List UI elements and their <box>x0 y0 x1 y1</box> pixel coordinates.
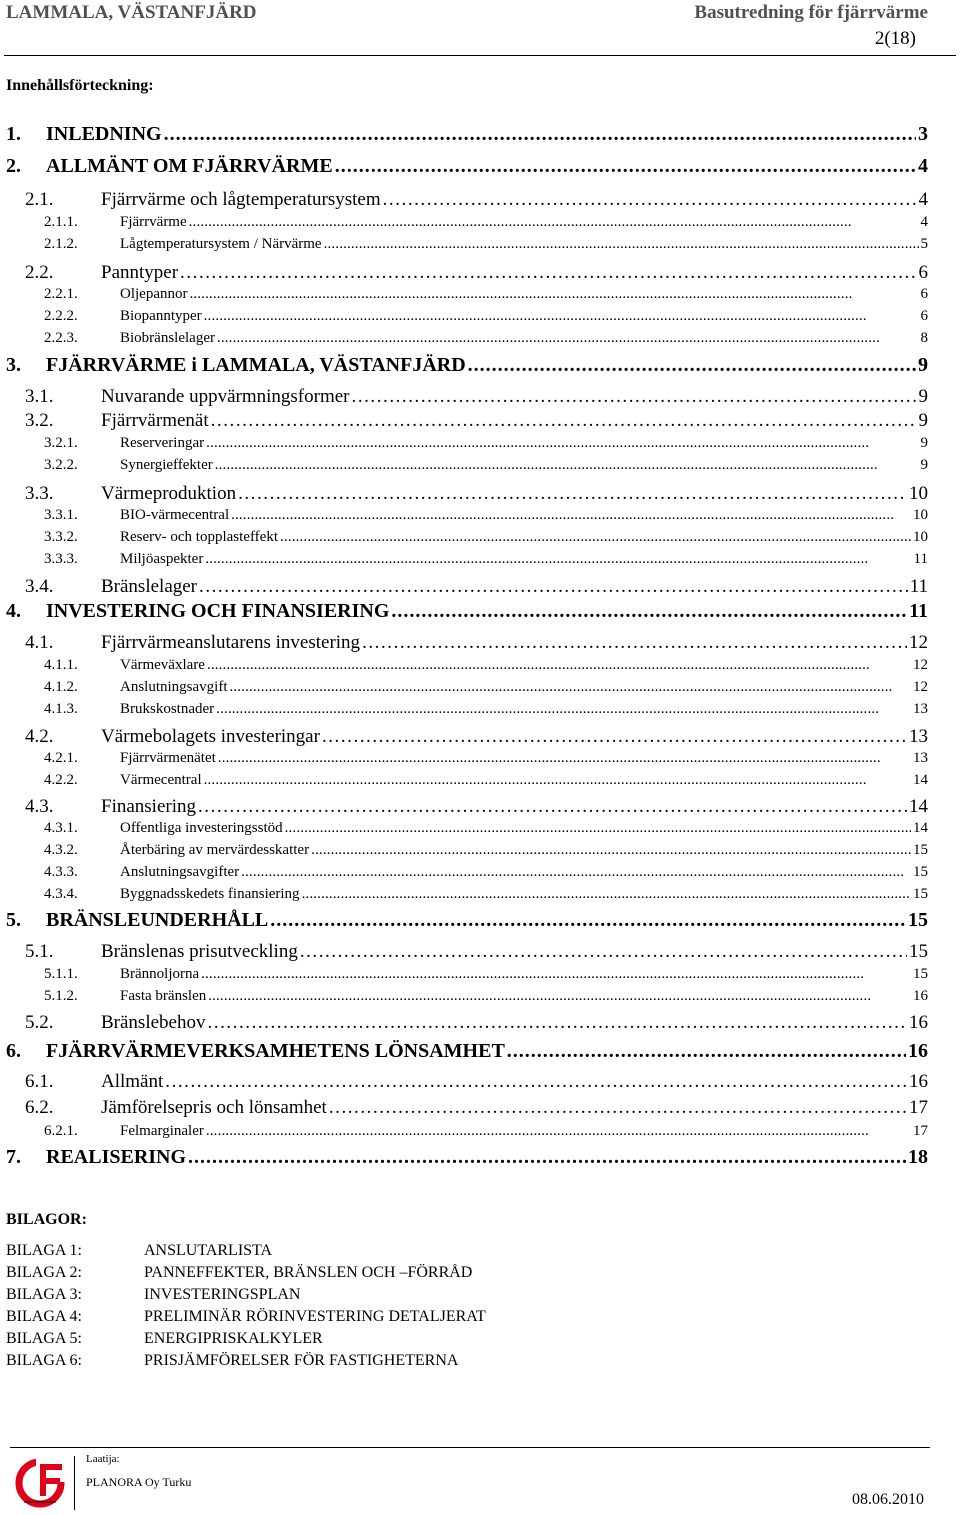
toc-dot-leader <box>189 214 919 231</box>
bilaga-value: ENERGIPRISKALKYLER <box>144 1330 323 1347</box>
toc-dot-leader <box>241 864 911 881</box>
bilaga-key: BILAGA 6: <box>6 1352 82 1369</box>
footer-divider <box>10 1447 930 1448</box>
bilaga-value: PRELIMINÄR RÖRINVESTERING DETALJERAT <box>144 1308 486 1325</box>
toc-entry-label: Brukskostnader <box>120 701 215 717</box>
toc-entry-body <box>120 308 928 325</box>
toc-dot-leader <box>164 123 916 146</box>
toc-entry-number: 4.2.1. <box>44 750 78 766</box>
toc-entry-body <box>120 457 928 474</box>
toc-dot-leader <box>507 1040 906 1063</box>
toc-entry-number: 6.1. <box>25 1071 54 1092</box>
toc-entry-body <box>120 551 928 568</box>
toc-entry-label: Värmebolagets investeringar <box>101 726 320 747</box>
bilaga-value: INVESTERINGSPLAN <box>144 1286 301 1303</box>
toc-entry-body <box>120 286 928 303</box>
toc-entry-label: Anslutningsavgifter <box>120 864 240 880</box>
toc-dot-leader <box>335 155 916 178</box>
toc-dot-leader <box>198 796 907 818</box>
toc-dot-leader <box>199 576 908 598</box>
toc-dot-leader <box>188 1146 906 1169</box>
toc-dot-leader <box>207 657 911 674</box>
toc-heading: Innehållsförteckning: <box>6 77 154 94</box>
bilagor-heading: BILAGOR: <box>6 1211 87 1228</box>
toc-entry-page: 15 <box>913 842 928 858</box>
toc-entry-label: Finansiering <box>101 796 196 817</box>
toc-entry-label: Byggnadsskedets finansiering <box>120 886 300 902</box>
toc-entry-number: 3.2. <box>25 410 54 431</box>
toc-entry-body <box>120 1123 928 1140</box>
toc-entry-body <box>120 330 928 347</box>
toc-entry-label: Fjärrvärme och lågtemperatursystem <box>101 189 381 210</box>
toc-dot-leader <box>165 1071 907 1093</box>
toc-dot-leader <box>322 726 907 748</box>
toc-entry-page: 6 <box>920 308 928 324</box>
toc-dot-leader <box>216 701 911 718</box>
toc-entry-page: 11 <box>913 551 928 567</box>
toc-entry-page: 9 <box>920 435 928 451</box>
toc-entry-number: 3.3. <box>25 483 54 504</box>
toc-entry-number: 5.1.1. <box>44 966 78 982</box>
toc-entry-page: 4 <box>918 189 928 210</box>
toc-entry-body <box>120 886 928 903</box>
toc-entry-body <box>46 1040 928 1063</box>
toc-entry-number: 2.2. <box>25 262 54 283</box>
bilaga-key: BILAGA 3: <box>6 1286 82 1303</box>
bilaga-key: BILAGA 4: <box>6 1308 82 1325</box>
toc-entry-page: 13 <box>913 701 928 717</box>
toc-entry-page: 6 <box>920 286 928 302</box>
toc-entry-number: 1. <box>6 123 21 145</box>
toc-entry-number: 5.1.2. <box>44 988 78 1004</box>
toc-dot-leader <box>204 308 919 325</box>
toc-entry-number: 5. <box>6 909 21 931</box>
toc-entry-body <box>120 966 928 983</box>
toc-entry-page: 4 <box>920 214 928 230</box>
toc-dot-leader <box>383 189 917 211</box>
toc-entry-label: Fjärrvärme <box>120 214 187 230</box>
toc-dot-leader <box>324 236 919 253</box>
toc-dot-leader <box>201 966 911 983</box>
footer-date: 08.06.2010 <box>852 1491 924 1508</box>
toc-entry-page: 10 <box>913 529 928 545</box>
toc-dot-leader <box>230 679 912 696</box>
toc-entry-body <box>101 632 928 654</box>
planora-logo-icon <box>10 1456 70 1510</box>
toc-entry-page: 10 <box>909 483 928 504</box>
toc-entry-label: BRÄNSLEUNDERHÅLL <box>46 909 269 931</box>
toc-entry-number: 4.1.3. <box>44 701 78 717</box>
toc-entry-body <box>120 820 928 837</box>
toc-entry-label: Värmeväxlare <box>120 657 205 673</box>
toc-entry-body <box>120 657 928 674</box>
bilaga-value: PANNEFFEKTER, BRÄNSLEN OCH –FÖRRÅD <box>144 1264 473 1281</box>
toc-entry-label: Biobränslelager <box>120 330 215 346</box>
toc-entry-body <box>120 679 928 696</box>
toc-dot-leader <box>189 286 918 303</box>
toc-entry-page: 10 <box>913 507 928 523</box>
toc-entry-label: Jämförelsepris och lönsamhet <box>101 1097 327 1118</box>
toc-entry-label: Nuvarande uppvärmningsformer <box>101 386 350 407</box>
toc-entry-body <box>46 354 928 377</box>
toc-entry-number: 4.3.3. <box>44 864 78 880</box>
toc-entry-page: 13 <box>913 750 928 766</box>
toc-entry-body <box>46 909 928 932</box>
toc-entry-number: 7. <box>6 1146 21 1168</box>
toc-entry-label: Fjärrvärmenätet <box>120 750 216 766</box>
toc-entry-number: 4.1.1. <box>44 657 78 673</box>
toc-dot-leader <box>302 886 911 903</box>
toc-entry-number: 3.3.3. <box>44 551 78 567</box>
toc-entry-page: 9 <box>920 457 928 473</box>
toc-dot-leader <box>218 750 911 767</box>
toc-entry-number: 6.2.1. <box>44 1123 78 1139</box>
toc-entry-page: 6 <box>918 262 928 283</box>
toc-dot-leader <box>217 330 919 347</box>
toc-entry-body <box>46 1146 928 1169</box>
toc-entry-label: Fasta bränslen <box>120 988 207 1004</box>
toc-entry-body <box>101 410 928 432</box>
toc-entry-page: 16 <box>909 1012 928 1033</box>
toc-entry-body <box>46 600 928 623</box>
toc-entry-body <box>46 123 928 146</box>
toc-entry-page: 12 <box>913 657 928 673</box>
toc-entry-number: 4.3. <box>25 796 54 817</box>
toc-entry-page: 11 <box>909 600 928 622</box>
toc-dot-leader <box>211 410 917 432</box>
toc-entry-page: 11 <box>909 576 928 597</box>
toc-entry-page: 3 <box>918 123 928 145</box>
toc-entry-page: 13 <box>909 726 928 747</box>
toc-entry-body <box>120 507 928 524</box>
toc-entry-number: 2.1.2. <box>44 236 78 252</box>
toc-entry-page: 5 <box>920 236 928 252</box>
toc-entry-page: 15 <box>913 886 928 902</box>
toc-entry-label: Lågtemperatursystem / Närvärme <box>120 236 322 252</box>
header-left-title: LAMMALA, VÄSTANFJÄRD <box>6 2 257 23</box>
toc-entry-page: 17 <box>913 1123 928 1139</box>
toc-entry-page: 16 <box>909 1071 928 1092</box>
toc-dot-leader <box>329 1097 907 1119</box>
toc-dot-leader <box>238 483 907 505</box>
toc-entry-number: 3.3.1. <box>44 507 78 523</box>
toc-entry-label: Bränslenas prisutveckling <box>101 941 298 962</box>
bilaga-key: BILAGA 2: <box>6 1264 82 1281</box>
toc-entry-page: 15 <box>913 966 928 982</box>
toc-entry-body <box>101 576 928 598</box>
toc-entry-label: Panntyper <box>101 262 179 283</box>
toc-entry-body <box>120 772 928 789</box>
toc-entry-label: Synergieffekter <box>120 457 213 473</box>
toc-entry-number: 2.1.1. <box>44 214 78 230</box>
bilaga-value: PRISJÄMFÖRELSER FÖR FASTIGHETERNA <box>144 1352 459 1369</box>
toc-entry-page: 18 <box>908 1146 928 1168</box>
toc-entry-page: 16 <box>908 1040 928 1062</box>
toc-entry-number: 3. <box>6 354 21 376</box>
toc-entry-label: REALISERING <box>46 1146 187 1168</box>
toc-entry-page: 9 <box>918 354 928 376</box>
toc-entry-body <box>101 1097 928 1119</box>
toc-entry-label: Allmänt <box>101 1071 164 1092</box>
toc-entry-label: Värmeproduktion <box>101 483 237 504</box>
toc-entry-label: FJÄRRVÄRMEVERKSAMHETENS LÖNSAMHET <box>46 1040 505 1062</box>
header-divider <box>4 55 956 56</box>
toc-dot-leader <box>300 941 907 963</box>
toc-entry-body <box>101 1071 928 1093</box>
toc-dot-leader <box>208 988 911 1005</box>
toc-entry-label: Fjärrvärmenät <box>101 410 209 431</box>
toc-dot-leader <box>205 551 911 568</box>
toc-entry-page: 14 <box>913 820 928 836</box>
toc-entry-number: 3.1. <box>25 386 54 407</box>
toc-entry-number: 5.2. <box>25 1012 54 1033</box>
bilaga-key: BILAGA 1: <box>6 1242 82 1259</box>
toc-dot-leader <box>270 909 906 932</box>
toc-entry-number: 2.2.3. <box>44 330 78 346</box>
toc-entry-label: Oljepannor <box>120 286 188 302</box>
toc-entry-body <box>120 236 928 253</box>
toc-entry-number: 4.2. <box>25 726 54 747</box>
toc-entry-label: FJÄRRVÄRME i LAMMALA, VÄSTANFJÄRD <box>46 354 466 376</box>
toc-entry-body <box>46 155 928 178</box>
toc-entry-label: Anslutningsavgift <box>120 679 228 695</box>
toc-entry-number: 4.1.2. <box>44 679 78 695</box>
toc-entry-page: 9 <box>918 386 928 407</box>
toc-entry-number: 4.2.2. <box>44 772 78 788</box>
toc-dot-leader <box>231 507 911 524</box>
footer-company: PLANORA Oy Turku <box>86 1475 192 1489</box>
toc-entry-label: Bränslebehov <box>101 1012 206 1033</box>
toc-entry-page: 8 <box>920 330 928 346</box>
toc-entry-label: Reserveringar <box>120 435 205 451</box>
toc-entry-page: 15 <box>909 941 928 962</box>
bilaga-key: BILAGA 5: <box>6 1330 82 1347</box>
toc-entry-label: Fjärrvärmeanslutarens investering <box>101 632 361 653</box>
toc-entry-page: 17 <box>909 1097 928 1118</box>
toc-entry-body <box>101 1012 928 1034</box>
toc-dot-leader <box>391 600 907 623</box>
toc-entry-number: 3.4. <box>25 576 54 597</box>
header-right-title: Basutredning för fjärrvärme <box>694 2 928 23</box>
toc-entry-number: 2.2.1. <box>44 286 78 302</box>
toc-entry-label: INLEDNING <box>46 123 162 145</box>
toc-entry-number: 4. <box>6 600 21 622</box>
toc-entry-number: 2. <box>6 155 21 177</box>
toc-dot-leader <box>285 820 911 837</box>
toc-entry-number: 2.1. <box>25 189 54 210</box>
bilaga-value: ANSLUTARLISTA <box>144 1242 273 1259</box>
toc-entry-body <box>120 750 928 767</box>
toc-entry-number: 4.3.2. <box>44 842 78 858</box>
toc-dot-leader <box>352 386 917 408</box>
toc-dot-leader <box>206 1123 911 1140</box>
toc-entry-page: 4 <box>918 155 928 177</box>
toc-entry-page: 15 <box>908 909 928 931</box>
toc-dot-leader <box>362 632 907 654</box>
toc-dot-leader <box>468 354 916 377</box>
page-number: 2(18) <box>874 28 916 49</box>
toc-entry-label: Biopanntyper <box>120 308 202 324</box>
toc-entry-number: 3.2.2. <box>44 457 78 473</box>
toc-entry-number: 6.2. <box>25 1097 54 1118</box>
toc-entry-body <box>101 796 928 818</box>
toc-dot-leader <box>204 772 911 789</box>
toc-dot-leader <box>180 262 916 284</box>
toc-entry-label: Bränslelager <box>101 576 198 597</box>
toc-entry-body <box>101 483 928 505</box>
toc-entry-label: Reserv- och topplasteffekt <box>120 529 279 545</box>
toc-entry-page: 14 <box>909 796 928 817</box>
toc-entry-label: INVESTERING OCH FINANSIERING <box>46 600 390 622</box>
toc-entry-body <box>120 529 928 546</box>
toc-entry-page: 12 <box>913 679 928 695</box>
toc-dot-leader <box>280 529 911 546</box>
toc-entry-label: Brännoljorna <box>120 966 200 982</box>
toc-entry-page: 15 <box>913 864 928 880</box>
toc-entry-label: ALLMÄNT OM FJÄRRVÄRME <box>46 155 333 177</box>
toc-entry-number: 5.1. <box>25 941 54 962</box>
toc-entry-body <box>101 941 928 963</box>
toc-entry-body <box>120 435 928 452</box>
toc-entry-body <box>101 189 928 211</box>
toc-entry-page: 9 <box>918 410 928 431</box>
toc-entry-body <box>120 214 928 231</box>
toc-entry-page: 14 <box>913 772 928 788</box>
toc-entry-number: 3.3.2. <box>44 529 78 545</box>
toc-dot-leader <box>207 1012 907 1034</box>
footer-author-label: Laatija: <box>86 1453 120 1465</box>
toc-dot-leader <box>206 435 918 452</box>
toc-entry-label: Miljöaspekter <box>120 551 204 567</box>
toc-entry-number: 4.1. <box>25 632 54 653</box>
toc-entry-body <box>101 386 928 408</box>
toc-entry-body <box>120 842 928 859</box>
toc-entry-number: 2.2.2. <box>44 308 78 324</box>
toc-entry-body <box>101 726 928 748</box>
toc-entry-label: Offentliga investeringsstöd <box>120 820 283 836</box>
toc-entry-body <box>120 701 928 718</box>
toc-entry-label: BIO-värmecentral <box>120 507 230 523</box>
footer-logo-box <box>10 1456 75 1510</box>
toc-entry-body <box>120 988 928 1005</box>
toc-entry-label: Värmecentral <box>120 772 202 788</box>
toc-dot-leader <box>215 457 919 474</box>
toc-entry-page: 12 <box>909 632 928 653</box>
toc-entry-number: 3.2.1. <box>44 435 78 451</box>
toc-entry-label: Återbäring av mervärdesskatter <box>120 842 310 858</box>
toc-entry-number: 4.3.4. <box>44 886 78 902</box>
toc-entry-page: 16 <box>913 988 928 1004</box>
toc-entry-number: 4.3.1. <box>44 820 78 836</box>
toc-entry-label: Felmarginaler <box>120 1123 204 1139</box>
toc-entry-number: 6. <box>6 1040 21 1062</box>
toc-entry-body <box>101 262 928 284</box>
toc-entry-body <box>120 864 928 881</box>
toc-dot-leader <box>311 842 911 859</box>
